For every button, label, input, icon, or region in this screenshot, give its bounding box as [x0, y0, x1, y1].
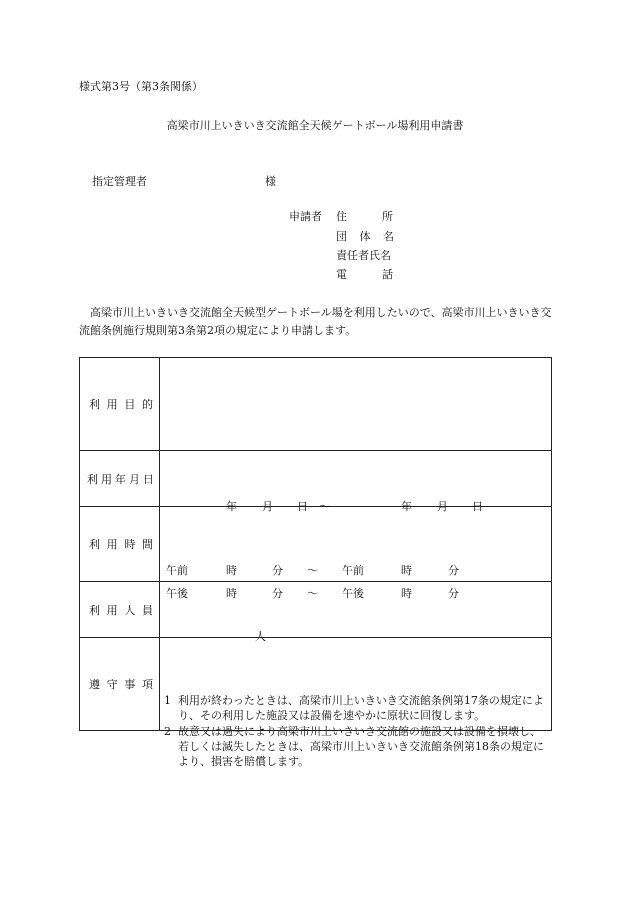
- dates-row: [80, 451, 552, 507]
- applicant-phone-label: 電 話: [336, 268, 393, 281]
- rule-text: 利用が終わったときは、高梁市川上いきいき交流館条例第17条の規定により、その利用した施設又は設備を速やかに原状に回復します。: [178, 694, 544, 722]
- dates-label: 利 用 年 月 日: [80, 451, 160, 507]
- start-pm-minute-unit: 分: [272, 587, 283, 600]
- start-day-unit: 日: [297, 499, 308, 513]
- rules-row: [80, 638, 552, 731]
- applicant-representative-label: 責任者氏名: [336, 249, 391, 262]
- rule-number: 1: [164, 694, 171, 707]
- start-month-unit: 月: [262, 499, 273, 513]
- rules-field: [160, 638, 552, 768]
- applicant-group-label: 団 体 名: [336, 230, 394, 243]
- end-pm-hour-unit: 時: [401, 587, 412, 600]
- end-am-hour-unit: 時: [401, 564, 412, 577]
- am-range-tilde: ～: [307, 564, 318, 577]
- end-month-unit: 月: [437, 499, 448, 513]
- end-pm-label: 午後: [342, 587, 364, 600]
- purpose-row: [80, 358, 552, 451]
- end-am-minute-unit: 分: [448, 564, 459, 577]
- applicant-label: 申請者: [289, 210, 322, 223]
- addressee-suffix: 様: [265, 175, 276, 188]
- applicant-address-label: 住 所: [336, 210, 393, 223]
- rule-item: [164, 693, 550, 723]
- end-am-label: 午前: [342, 564, 364, 577]
- purpose-label: 利 用 目 的: [80, 358, 160, 451]
- start-am-label: 午前: [166, 564, 188, 577]
- rule-text: 故意又は過失により高梁市川上いきいき交流館の施設又は設備を損壊し、若しくは滅失したときは、高梁市川上いきいき交流館条例第18条の規定により、損害を賠償します。: [178, 725, 544, 768]
- application-form-table: [79, 357, 552, 768]
- start-am-hour-unit: 時: [226, 564, 237, 577]
- date-range-tilde: ～: [319, 499, 330, 513]
- count-label: 利 用 人 員: [80, 582, 160, 638]
- purpose-field[interactable]: [160, 358, 552, 451]
- start-year-unit: 年: [226, 499, 237, 513]
- rule-item: [164, 724, 550, 769]
- start-pm-label: 午後: [166, 587, 188, 600]
- pm-range-tilde: ～: [307, 587, 318, 600]
- dates-field[interactable]: [160, 451, 552, 513]
- times-row: [80, 507, 552, 582]
- count-unit: 人: [255, 629, 266, 643]
- application-statement: 高梁市川上いきいき交流館全天候型ゲートボール場を利用したいので、高梁市川上いきいき交流館条例施行規則第3条第2項の規定により申請します。: [79, 306, 552, 337]
- rule-number: 2: [164, 725, 171, 738]
- rules-label: 遵 守 事 項: [80, 638, 160, 731]
- document-title: 高梁市川上いきいき交流館全天候ゲートボール場利用申請書: [166, 119, 464, 132]
- addressee-name: 指定管理者: [92, 175, 147, 188]
- end-pm-minute-unit: 分: [448, 587, 459, 600]
- times-field[interactable]: [160, 507, 552, 600]
- times-label: 利 用 時 間: [80, 507, 160, 582]
- form-number: 様式第3号（第3条関係）: [79, 80, 203, 93]
- start-am-minute-unit: 分: [272, 564, 283, 577]
- start-pm-hour-unit: 時: [226, 587, 237, 600]
- end-year-unit: 年: [401, 499, 412, 513]
- end-day-unit: 日: [472, 499, 483, 513]
